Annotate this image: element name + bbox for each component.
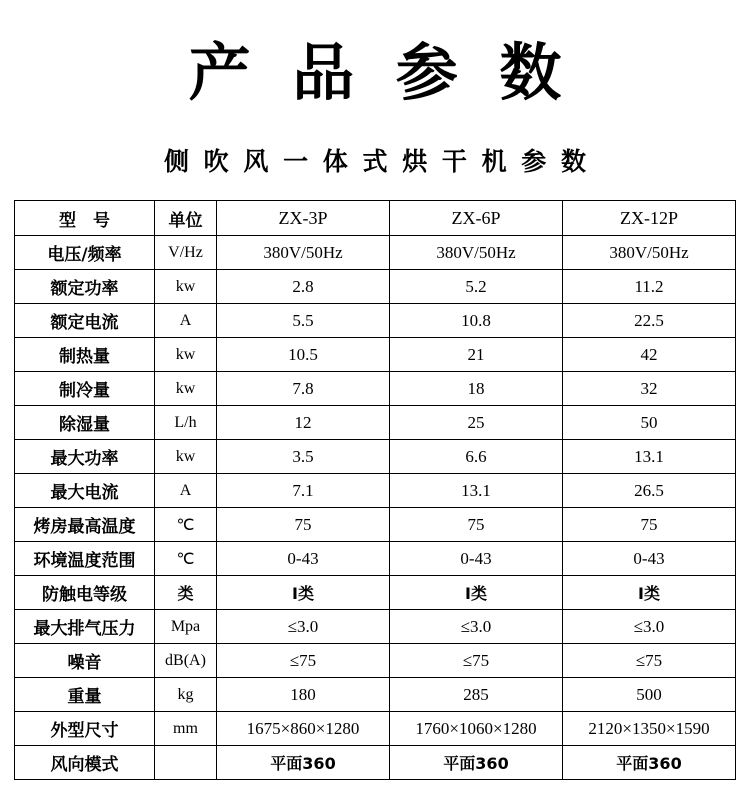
row-label: 防触电等级	[15, 576, 155, 610]
row-value-zx6p: 6.6	[390, 440, 563, 474]
table-row	[15, 270, 736, 304]
row-value-zx12p: 26.5	[563, 474, 736, 508]
table-row	[15, 338, 736, 372]
row-value-zx12p: 平面360	[563, 746, 736, 780]
row-value-zx12p: 13.1	[563, 440, 736, 474]
row-value-zx3p: 380V/50Hz	[217, 236, 390, 270]
row-unit: A	[155, 304, 217, 338]
row-unit: kw	[155, 270, 217, 304]
table-header-row	[15, 201, 736, 236]
row-label: 外型尺寸	[15, 712, 155, 746]
page-subtitle: 侧 吹 风 一 体 式 烘 干 机 参 数	[163, 147, 590, 176]
row-value-zx12p: 11.2	[563, 270, 736, 304]
row-value-zx6p: 13.1	[390, 474, 563, 508]
row-value-zx6p: 285	[390, 678, 563, 712]
row-value-zx6p: Ⅰ类	[390, 576, 563, 610]
table-row	[15, 440, 736, 474]
row-value-zx12p: ≤3.0	[563, 610, 736, 644]
table-row	[15, 746, 736, 780]
row-value-zx3p: ≤75	[217, 644, 390, 678]
table-row	[15, 474, 736, 508]
spec-table-container	[14, 200, 736, 780]
table-row	[15, 304, 736, 338]
row-value-zx3p: 1675×860×1280	[217, 712, 390, 746]
header-cell-zx6p: ZX-6P	[390, 201, 563, 236]
table-row	[15, 610, 736, 644]
page-title: 产 品 参 数	[188, 36, 572, 109]
table-row	[15, 406, 736, 440]
row-unit: L/h	[155, 406, 217, 440]
row-label: 额定电流	[15, 304, 155, 338]
row-label: 最大排气压力	[15, 610, 155, 644]
row-unit: V/Hz	[155, 236, 217, 270]
row-value-zx3p: 75	[217, 508, 390, 542]
row-value-zx12p: 0-43	[563, 542, 736, 576]
row-value-zx3p: ≤3.0	[217, 610, 390, 644]
spec-table	[14, 200, 736, 780]
row-label: 烤房最高温度	[15, 508, 155, 542]
row-value-zx12p: 22.5	[563, 304, 736, 338]
table-row	[15, 542, 736, 576]
row-value-zx12p: 32	[563, 372, 736, 406]
row-unit	[155, 746, 217, 780]
row-label: 风向模式	[15, 746, 155, 780]
row-label: 最大功率	[15, 440, 155, 474]
row-unit: dB(A)	[155, 644, 217, 678]
row-value-zx12p: Ⅰ类	[563, 576, 736, 610]
row-value-zx6p: 380V/50Hz	[390, 236, 563, 270]
row-value-zx3p: 7.8	[217, 372, 390, 406]
row-value-zx12p: 42	[563, 338, 736, 372]
row-value-zx12p: 2120×1350×1590	[563, 712, 736, 746]
header-cell-zx12p: ZX-12P	[563, 201, 736, 236]
table-row	[15, 372, 736, 406]
row-value-zx3p: 12	[217, 406, 390, 440]
row-value-zx6p: 18	[390, 372, 563, 406]
header-cell-unit: 单位	[155, 201, 217, 236]
header-cell-zx3p: ZX-3P	[217, 201, 390, 236]
row-value-zx3p: 5.5	[217, 304, 390, 338]
table-row	[15, 712, 736, 746]
row-value-zx3p: 7.1	[217, 474, 390, 508]
row-unit: 类	[155, 576, 217, 610]
row-value-zx12p: 75	[563, 508, 736, 542]
row-unit: A	[155, 474, 217, 508]
row-label: 最大电流	[15, 474, 155, 508]
row-value-zx12p: 50	[563, 406, 736, 440]
row-label: 环境温度范围	[15, 542, 155, 576]
row-label: 制热量	[15, 338, 155, 372]
row-value-zx6p: 21	[390, 338, 563, 372]
row-unit: kg	[155, 678, 217, 712]
row-value-zx6p: ≤75	[390, 644, 563, 678]
row-label: 电压/频率	[15, 236, 155, 270]
row-value-zx6p: ≤3.0	[390, 610, 563, 644]
table-row	[15, 644, 736, 678]
row-unit: mm	[155, 712, 217, 746]
row-unit: ℃	[155, 542, 217, 576]
row-value-zx12p: 500	[563, 678, 736, 712]
row-value-zx6p: 平面360	[390, 746, 563, 780]
row-label: 额定功率	[15, 270, 155, 304]
table-row	[15, 576, 736, 610]
row-value-zx3p: 3.5	[217, 440, 390, 474]
row-value-zx3p: 平面360	[217, 746, 390, 780]
row-label: 制冷量	[15, 372, 155, 406]
row-unit: kw	[155, 372, 217, 406]
row-unit: Mpa	[155, 610, 217, 644]
row-value-zx12p: 380V/50Hz	[563, 236, 736, 270]
table-row	[15, 236, 736, 270]
row-value-zx3p: 10.5	[217, 338, 390, 372]
row-value-zx6p: 75	[390, 508, 563, 542]
row-value-zx6p: 0-43	[390, 542, 563, 576]
row-unit: kw	[155, 440, 217, 474]
row-value-zx3p: Ⅰ类	[217, 576, 390, 610]
row-value-zx6p: 10.8	[390, 304, 563, 338]
row-value-zx6p: 1760×1060×1280	[390, 712, 563, 746]
row-value-zx12p: ≤75	[563, 644, 736, 678]
row-value-zx3p: 2.8	[217, 270, 390, 304]
row-value-zx3p: 0-43	[217, 542, 390, 576]
row-label: 重量	[15, 678, 155, 712]
row-label: 噪音	[15, 644, 155, 678]
table-row	[15, 508, 736, 542]
row-unit: ℃	[155, 508, 217, 542]
row-value-zx6p: 5.2	[390, 270, 563, 304]
row-value-zx6p: 25	[390, 406, 563, 440]
table-row	[15, 678, 736, 712]
row-label: 除湿量	[15, 406, 155, 440]
row-unit: kw	[155, 338, 217, 372]
header-cell-model: 型 号	[15, 201, 155, 236]
row-value-zx3p: 180	[217, 678, 390, 712]
